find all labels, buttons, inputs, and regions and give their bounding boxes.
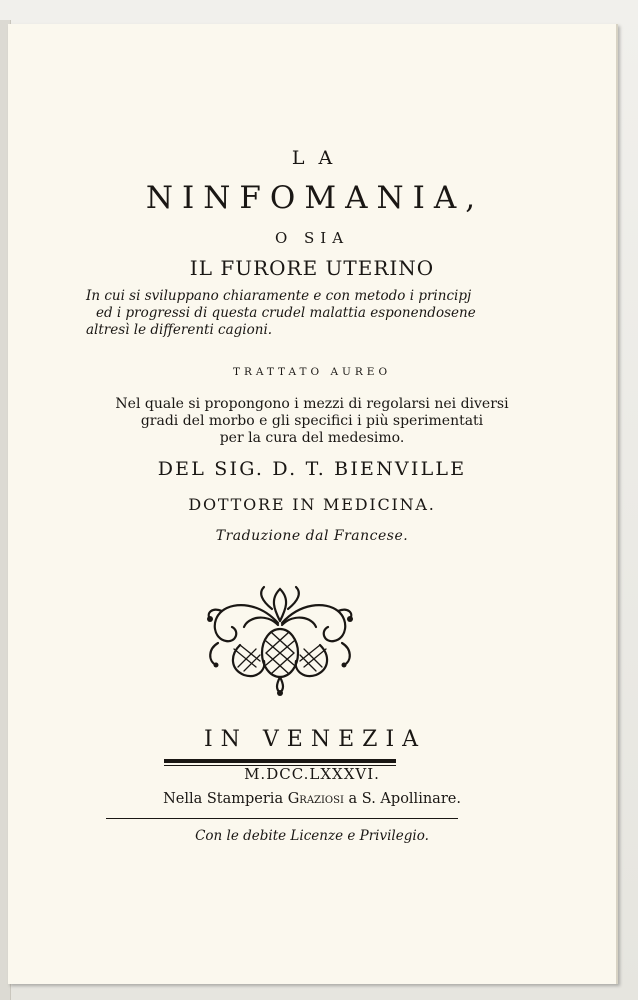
license-note: Con le debite Licenze e Privilegio. xyxy=(195,828,429,844)
double-rule-thick xyxy=(164,759,396,763)
genre-label: TRATTATO AUREO xyxy=(232,366,392,378)
printer-name: Graziosi xyxy=(287,791,344,807)
separator-rule xyxy=(106,818,458,819)
description-line: per la cura del medesimo. xyxy=(219,430,405,446)
author: DEL SIG. D. T. BIENVILLE xyxy=(157,458,467,480)
main-title: NINFOMANIA, xyxy=(145,180,485,216)
printer-line xyxy=(8,791,616,807)
subtitle: IL FURORE UTERINO xyxy=(189,256,435,280)
italic-description xyxy=(86,288,536,339)
author-degree: DOTTORE IN MEDICINA. xyxy=(188,495,436,514)
description-line: Nel quale si propongono i mezzi di regolarsi nei diversi xyxy=(115,396,509,412)
description-line: gradi del morbo e gli specifici i più sperimentati xyxy=(140,413,484,429)
printer-prefix: Nella Stamperia xyxy=(163,791,288,807)
publication-year: M.DCC.LXXXVI. xyxy=(244,765,380,783)
printer-suffix: a S. Apollinare. xyxy=(343,791,461,807)
title-conjunction: O SIA xyxy=(274,229,350,247)
publication-place: IN VENEZIA xyxy=(203,727,427,752)
description xyxy=(8,396,616,447)
translation-note: Traduzione dal Francese. xyxy=(215,528,409,544)
title-page xyxy=(8,24,618,984)
italic-description-line: In cui si sviluppano chiaramente e con metodo i principj xyxy=(86,288,472,304)
italic-description-line: altresì le differenti cagioni. xyxy=(86,322,273,338)
italic-description-line: ed i progressi di questa crudel malattia esponendosene xyxy=(96,305,476,321)
title-article: LA xyxy=(291,147,347,169)
baroque-fleuron-icon xyxy=(200,583,360,698)
